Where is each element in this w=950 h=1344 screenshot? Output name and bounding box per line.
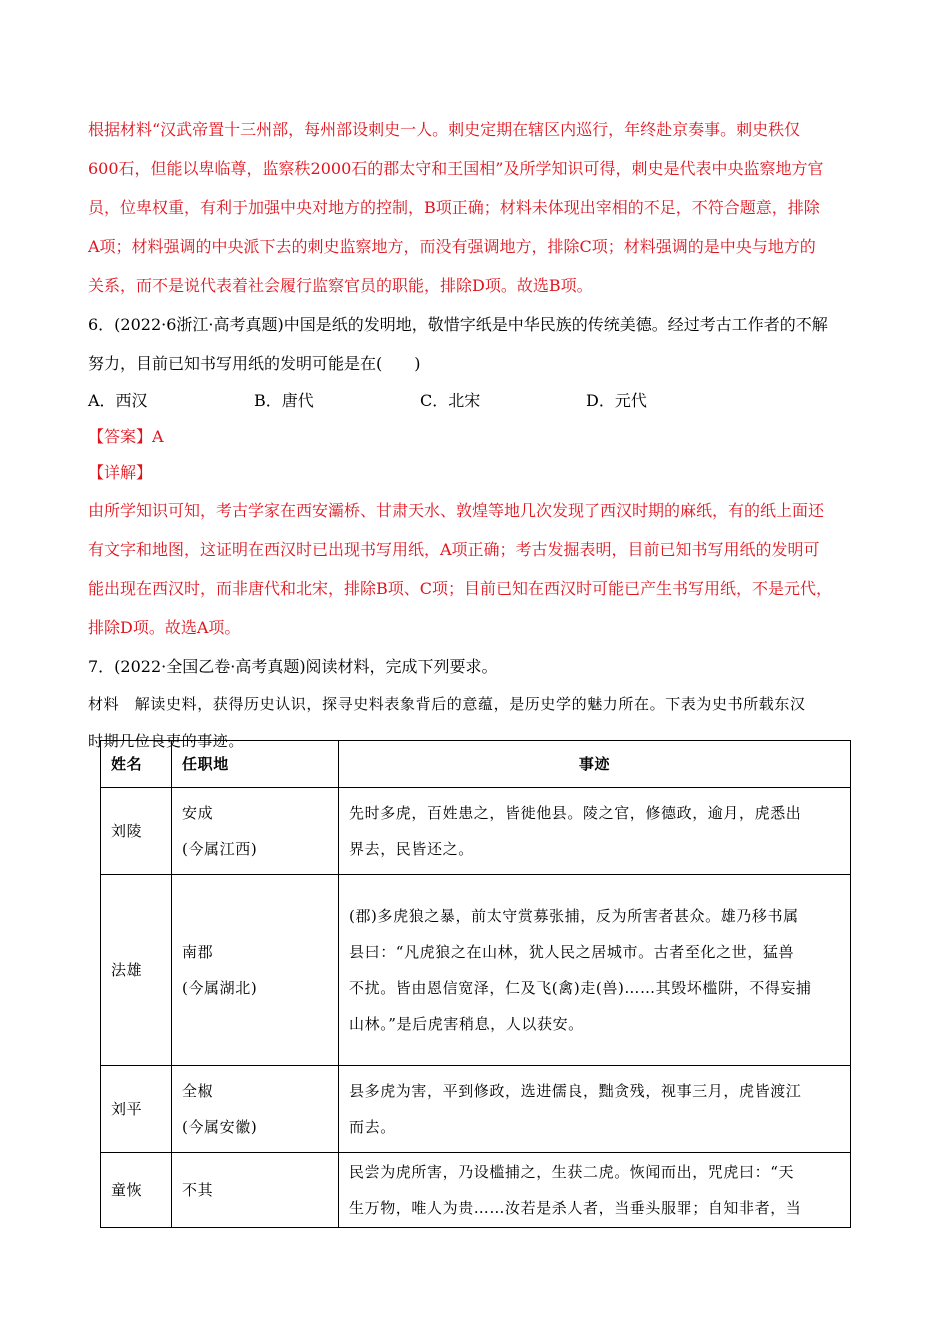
official-name: 法雄	[101, 875, 172, 1066]
option-d: D．元代	[586, 391, 647, 410]
option-a: A．西汉	[88, 391, 148, 410]
option-b: B．唐代	[254, 391, 314, 410]
official-place	[172, 1153, 339, 1228]
material-line-2: 时期几位良吏的事迹。	[88, 732, 245, 750]
header-deeds: 事迹	[339, 741, 851, 788]
deeds-line: 而去。	[349, 1118, 396, 1136]
explanation-line: 员，位卑权重，有利于加强中央对地方的控制，B项正确；材料未体现出宰相的不足，不符合题意，排除	[88, 198, 820, 217]
previous-explanation	[88, 110, 863, 305]
official-name: 刘平	[101, 1066, 172, 1153]
place-line: (今属安徽)	[182, 1118, 258, 1136]
document-page	[88, 110, 863, 1217]
header-place: 任职地	[172, 741, 339, 788]
official-deeds	[339, 1066, 851, 1153]
place-line: 全椒	[182, 1082, 214, 1100]
deeds-line: 县曰：“凡虎狼之在山林，犹人民之居城市。古者至化之世，猛兽	[349, 943, 795, 961]
explanation-line: 600石，但能以卑临尊，监察秩2000石的郡太守和王国相”及所学知识可得，刺史是代表中央监察地方官	[88, 159, 824, 178]
place-line: 安成	[182, 804, 214, 822]
explanation-line: 根据材料“汉武帝置十三州部，每州部设刺史一人。刺史定期在辖区内巡行，年终赴京奏事。刺史秩仅	[88, 120, 801, 139]
question-6-stem-line-1: 6．(2022·6浙江·高考真题)中国是纸的发明地，敬惜字纸是中华民族的传统美德。经过考古工作者的不解	[88, 315, 828, 334]
option-c: C．北宋	[420, 391, 481, 410]
deeds-line: 民尝为虎所害，乃设槛捕之，生获二虎。恢闻而出，咒虎曰：“天	[349, 1163, 795, 1181]
official-place	[172, 788, 339, 875]
question-6-detail	[88, 491, 863, 647]
deeds-line: 县多虎为害，平到修政，选进儒良，黜贪残，视事三月，虎皆渡江	[349, 1082, 802, 1100]
material-line-1: 材料 解读史料，获得历史认识，探寻史料表象背后的意蕴，是历史学的魅力所在。下表为史书所载东汉	[88, 695, 806, 713]
table-header-row	[101, 741, 851, 788]
detail-line: 由所学知识可知，考古学家在西安灞桥、甘肃天水、敦煌等地几次发现了西汉时期的麻纸，有的纸上面还	[88, 501, 825, 520]
table-row	[101, 1066, 851, 1153]
table-row	[101, 1153, 851, 1228]
header-name: 姓名	[101, 741, 172, 788]
official-name: 童恢	[101, 1153, 172, 1228]
question-7-stem: 7．(2022·全国乙卷·高考真题)阅读材料，完成下列要求。	[88, 657, 498, 676]
official-place	[172, 875, 339, 1066]
question-6-stem-line-2: 努力，目前已知书写用纸的发明可能是在( )	[88, 354, 421, 373]
table-row	[101, 875, 851, 1066]
officials-deeds-table	[100, 740, 851, 1228]
deeds-line: 不扰。皆由恩信宽泽，仁及飞(禽)走(兽)……其毁坏槛阱，不得妄捕	[349, 979, 812, 997]
official-place	[172, 1066, 339, 1153]
place-line: 不其	[182, 1181, 214, 1199]
table-row	[101, 788, 851, 875]
deeds-line: 界去，民皆还之。	[349, 840, 474, 858]
deeds-line: 生万物，唯人为贵……汝若是杀人者，当垂头服罪；自知非者，当	[349, 1199, 802, 1217]
explanation-line: 关系，而不是说代表着社会履行监察官员的职能，排除D项。故选B项。	[88, 276, 593, 295]
question-6	[88, 305, 863, 647]
question-6-options	[88, 383, 863, 419]
answer-label: 【答案】A	[88, 427, 164, 446]
place-line: 南郡	[182, 943, 214, 961]
deeds-line: (郡)多虎狼之暴，前太守赏募张捕，反为所害者甚众。雄乃移书属	[349, 907, 799, 925]
official-deeds	[339, 875, 851, 1066]
deeds-line: 先时多虎，百姓患之，皆徙他县。陵之官，修德政，逾月，虎悉出	[349, 804, 802, 822]
place-line: (今属江西)	[182, 840, 258, 858]
place-line: (今属湖北)	[182, 979, 258, 997]
detail-label: 【详解】	[88, 463, 153, 482]
detail-line: 能出现在西汉时，而非唐代和北宋，排除B项、C项；目前已知在西汉时可能已产生书写用纸，不是元代，	[88, 579, 833, 598]
detail-line: 有文字和地图，这证明在西汉时已出现书写用纸，A项正确；考古发掘表明，目前已知书写用纸的发明可	[88, 540, 820, 559]
official-deeds	[339, 1153, 851, 1228]
detail-line: 排除D项。故选A项。	[88, 618, 241, 637]
explanation-line: A项；材料强调的中央派下去的刺史监察地方，而没有强调地方，排除C项；材料强调的是中央与地方的	[88, 237, 816, 256]
official-name: 刘陵	[101, 788, 172, 875]
deeds-line: 山林。”是后虎害稍息，人以获安。	[349, 1015, 584, 1033]
official-deeds	[339, 788, 851, 875]
